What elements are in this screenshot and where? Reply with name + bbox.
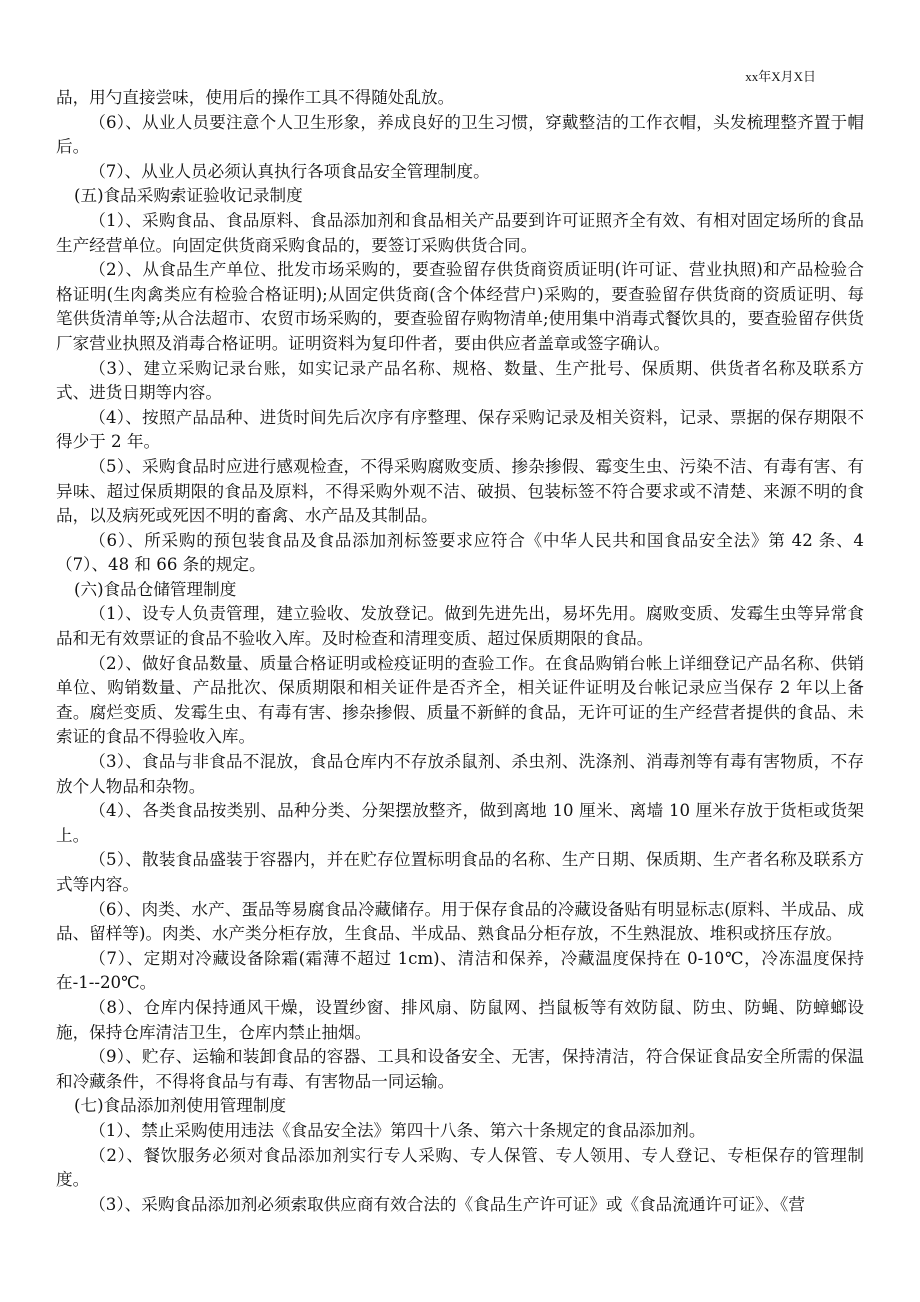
paragraph: （6）、肉类、水产、蛋品等易腐食品冷藏储存。用于保存食品的冷藏设备贴有明显标志(原料、半成品、成品、留样等)。肉类、水产类分柜存放，生食品、半成品、熟食品分柜存放，不生熟混放、堆积或挤压存放。 xyxy=(56,899,864,944)
paragraph: （5）、散装食品盛装于容器内，并在贮存位置标明食品的名称、生产日期、保质期、生产者名称及联系方式等内容。 xyxy=(56,850,864,894)
paragraph: （2）、餐饮服务必须对食品添加剂实行专人采购、专人保管、专人领用、专人登记、专柜保存的管理制度。 xyxy=(56,1145,864,1190)
paragraph: （3）、采购食品添加剂必须索取供应商有效合法的《食品生产许可证》或《食品流通许可证》、《营 xyxy=(89,1194,805,1214)
paragraph: （2）、从食品生产单位、批发市场采购的，要查验留存供货商资质证明(许可证、营业执照)和产品检验合格证明(生肉禽类应有检验合格证明);从固定供货商(含个体经营户)采购的，要查验留存供货商的资质证明、每笔供货清单等;从合法超市、农贸市场采购的，要查验留存购物清单;使用集中消毒式餐饮具的，要查验留存供货厂家营业执照及消毒合格证明。证明资料为复印件者，要由供应者盖章或签字确认。 xyxy=(56,260,864,353)
section-heading: (五)食品采购索证验收记录制度 xyxy=(74,186,303,206)
paragraph: （3）、建立采购记录台账，如实记录产品名称、规格、数量、生产批号、保质期、供货者名称及联系方式、进货日期等内容。 xyxy=(56,358,864,403)
header-date: xx年X月X日 xyxy=(745,69,816,84)
section-heading: (六)食品仓储管理制度 xyxy=(74,579,237,599)
paragraph: （4）、按照产品品种、进货时间先后次序有序整理、保存采购记录及相关资料，记录、票据的保存期限不得少于 2 年。 xyxy=(56,407,864,452)
paragraph: （1）、采购食品、食品原料、食品添加剂和食品相关产品要到许可证照齐全有效、有相对固定场所的食品生产经营单位。向固定供货商采购食品的，要签订采购供货合同。 xyxy=(56,210,864,255)
paragraph: （5）、采购食品时应进行感观检查，不得采购腐败变质、掺杂掺假、霉变生虫、污染不洁、有毒有害、有异味、超过保质期限的食品及原料，不得采购外观不洁、破损、包装标签不符合要求或不清楚、来源不明的食品，以及病死或死因不明的畜禽、水产品及其制品。 xyxy=(56,456,864,526)
paragraph: （7）、从业人员必须认真执行各项食品安全管理制度。 xyxy=(89,161,490,181)
paragraph: 品，用勺直接尝味，使用后的操作工具不得随处乱放。 xyxy=(56,88,455,107)
paragraph: （8）、仓库内保持通风干燥，设置纱窗、排风扇、防鼠网、挡鼠板等有效防鼠、防虫、防蝇、防蟑螂设施，保持仓库清洁卫生，仓库内禁止抽烟。 xyxy=(56,997,864,1042)
paragraph: （6）、从业人员要注意个人卫生形象，养成良好的卫生习惯，穿戴整洁的工作衣帽，头发梳理整齐置于帽后。 xyxy=(56,112,864,157)
paragraph: （3）、食品与非食品不混放，食品仓库内不存放杀鼠剂、杀虫剂、洗涤剂、消毒剂等有毒有害物质，不存放个人物品和杂物。 xyxy=(56,752,864,796)
paragraph: （6）、所采购的预包装食品及食品添加剂标签要求应符合《中华人民共和国食品安全法》第 42 条、4（7）、48 和 66 条的规定。 xyxy=(56,530,864,575)
document-body xyxy=(56,86,864,1217)
paragraph: （2）、做好食品数量、质量合格证明或检疫证明的查验工作。在食品购销台帐上详细登记产品名称、供销单位、购销数量、产品批次、保质期限和相关证件是否齐全，相关证件证明及台帐记录应当保存 2 年以上备查。腐烂变质、发霉生虫、有毒有害、掺杂掺假、质量不新鲜的食品，无许可证的生产经营者提供的食品、未索证的食品不得验收入库。 xyxy=(56,653,864,747)
paragraph: （1）、禁止采购使用违法《食品安全法》第四十八条、第六十条规定的食品添加剂。 xyxy=(89,1120,706,1140)
paragraph: （1）、设专人负责管理，建立验收、发放登记。做到先进先出，易坏先用。腐败变质、发霉生虫等异常食品和无有效票证的食品不验收入库。及时检查和清理变质、超过保质期限的食品。 xyxy=(56,604,864,649)
paragraph: （7）、定期对冷藏设备除霜(霜薄不超过 1cm)、清洁和保养，冷藏温度保持在 0-10℃，冷冻温度保持在-1--20℃。 xyxy=(56,948,864,993)
paragraph: （9）、贮存、运输和装卸食品的容器、工具和设备安全、无害，保持清洁，符合保证食品安全所需的保温和冷藏条件，不得将食品与有毒、有害物品一同运输。 xyxy=(56,1047,864,1091)
section-heading: (七)食品添加剂使用管理制度 xyxy=(74,1096,287,1116)
paragraph: （4）、各类食品按类别、品种分类、分架摆放整齐，做到离地 10 厘米、离墙 10 厘米存放于货柜或货架上。 xyxy=(56,801,864,845)
